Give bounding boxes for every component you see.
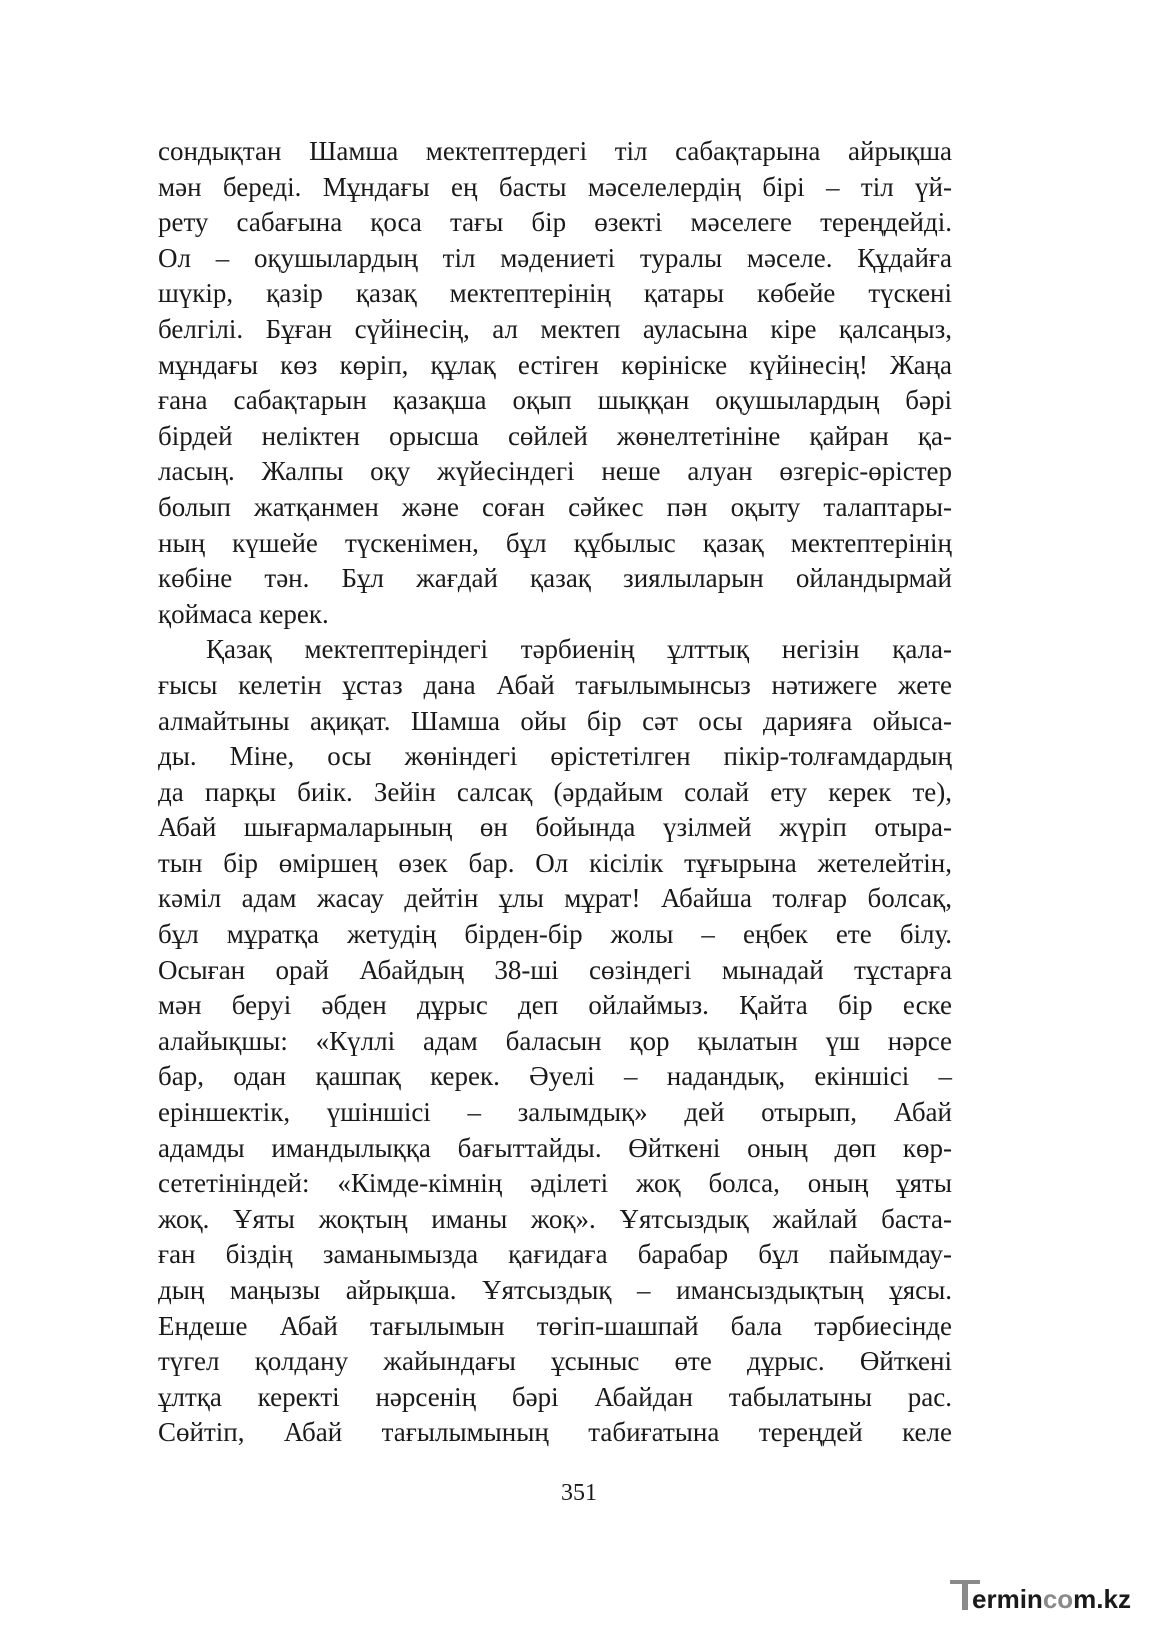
text-line: да парқы биік. Зейін салсақ (әрдайым солай ету керек те), bbox=[158, 776, 952, 807]
text-line: мән беруі әбден дұрыс деп ойлаймыз. Қайта бір еске bbox=[158, 990, 952, 1021]
text-line: ған біздің заманымызда қағидаға барабар бұл пайымдау- bbox=[158, 1239, 952, 1270]
text-line: Осыған орай Абайдың 38-ші сөзіндегі мынадай тұстарға bbox=[158, 954, 952, 985]
text-line: түгел қолдану жайындағы ұсыныс өте дұрыс. Өйткені bbox=[158, 1346, 952, 1377]
text-line: болып жатқанмен және соған сәйкес пән оқыту талаптары- bbox=[158, 491, 952, 522]
text-line: белгілі. Бұған сүйінесің, ал мектеп ауласына кіре қалсаңыз, bbox=[158, 313, 952, 344]
text-line: бірдей неліктен орысша сөйлей жөнелтетініне қайран қа- bbox=[158, 420, 952, 451]
text-line: Ендеше Абай тағылымын төгіп-шашпай бала тәрбиесінде bbox=[158, 1310, 952, 1341]
text-line: дың маңызы айрықша. Ұятсыздық – имансыздықтың ұясы. bbox=[158, 1275, 952, 1305]
text-line: еріншектік, үшіншісі – залымдық» дей отырып, Абай bbox=[158, 1097, 952, 1128]
page-number: 351 bbox=[561, 1480, 597, 1506]
text-line: көбіне тән. Бұл жағдай қазақ зиялыларын ойландырмай bbox=[158, 563, 952, 594]
text-line: қоймаса керек. bbox=[158, 598, 329, 629]
logo-text: ermincom.kz bbox=[972, 1584, 1131, 1614]
text-line: Абай шығармаларының өн бойында үзілмей жүріп отыра- bbox=[158, 812, 952, 843]
text-line: ұлтқа керекті нәрсенің бәрі Абайдан табылатыны рас. bbox=[158, 1381, 952, 1412]
text-line: Сөйтіп, Абай тағылымының табиғатына тереңдей келе bbox=[158, 1417, 952, 1448]
text-line: тын бір өміршең өзек бар. Ол кісілік тұғырына жетелейтін, bbox=[158, 847, 952, 878]
text-line: бар, одан қашпақ керек. Әуелі – надандық, екіншісі – bbox=[158, 1061, 952, 1092]
text-line: кәміл адам жасау дейтін ұлы мұрат! Абайша толғар болсақ, bbox=[158, 883, 952, 914]
text-line: ды. Міне, осы жөніндегі өрістетілген пікір-толғамдардың bbox=[158, 741, 952, 772]
text-line: сондықтан Шамша мектептердегі тіл сабақтарына айрықша bbox=[158, 136, 952, 166]
text-line: бұл мұратқа жетудің бірден-бір жолы – еңбек ете білу. bbox=[158, 919, 952, 950]
text-line: ласың. Жалпы оқу жүйесіндегі неше алуан өзгеріс-өрістер bbox=[158, 456, 952, 487]
body-text bbox=[158, 134, 952, 1451]
text-line: ғана сабақтарын қазақша оқып шыққан оқушылардың бәрі bbox=[158, 385, 952, 416]
text-line: рету сабағына қоса тағы бір өзекті мәселеге тереңдейді. bbox=[158, 207, 952, 238]
text-line: ның күшейе түскенімен, бұл құбылыс қазақ мектептерінің bbox=[158, 527, 952, 558]
text-line: мән береді. Мұндағы ең басты мәселелердің бірі – тіл үй- bbox=[158, 171, 952, 202]
text-line: шүкір, қазір қазақ мектептерінің қатары көбейе түскені bbox=[158, 278, 952, 309]
text-line: сететініндей: «Кімде-кімнің әділеті жоқ болса, оның ұяты bbox=[158, 1168, 952, 1199]
logo-t-stem bbox=[962, 1580, 968, 1610]
text-line: мұндағы көз көріп, құлақ естіген көрініске күйінесің! Жаңа bbox=[158, 349, 952, 380]
text-line: алмайтыны ақиқат. Шамша ойы бір сәт осы дарияға ойыса- bbox=[158, 705, 952, 736]
termincom-logo bbox=[946, 1570, 1146, 1620]
paragraph-start-line: Қазақ мектептеріндегі тәрбиенің ұлттық негізін қала- bbox=[206, 634, 952, 665]
text-line: алайықшы: «Күллі адам баласын қор қылатын үш нәрсе bbox=[158, 1025, 952, 1056]
text-line: жоқ. Ұяты жоқтың иманы жоқ». Ұятсыздық жайлай баста- bbox=[158, 1203, 952, 1234]
text-line: Ол – оқушылардың тіл мәдениеті туралы мәселе. Құдайға bbox=[158, 242, 952, 273]
text-line: адамды имандылыққа бағыттайды. Өйткені оның дөп көр- bbox=[158, 1132, 952, 1163]
text-line: ғысы келетін ұстаз дана Абай тағылымынсыз нәтижеге жете bbox=[158, 669, 952, 700]
